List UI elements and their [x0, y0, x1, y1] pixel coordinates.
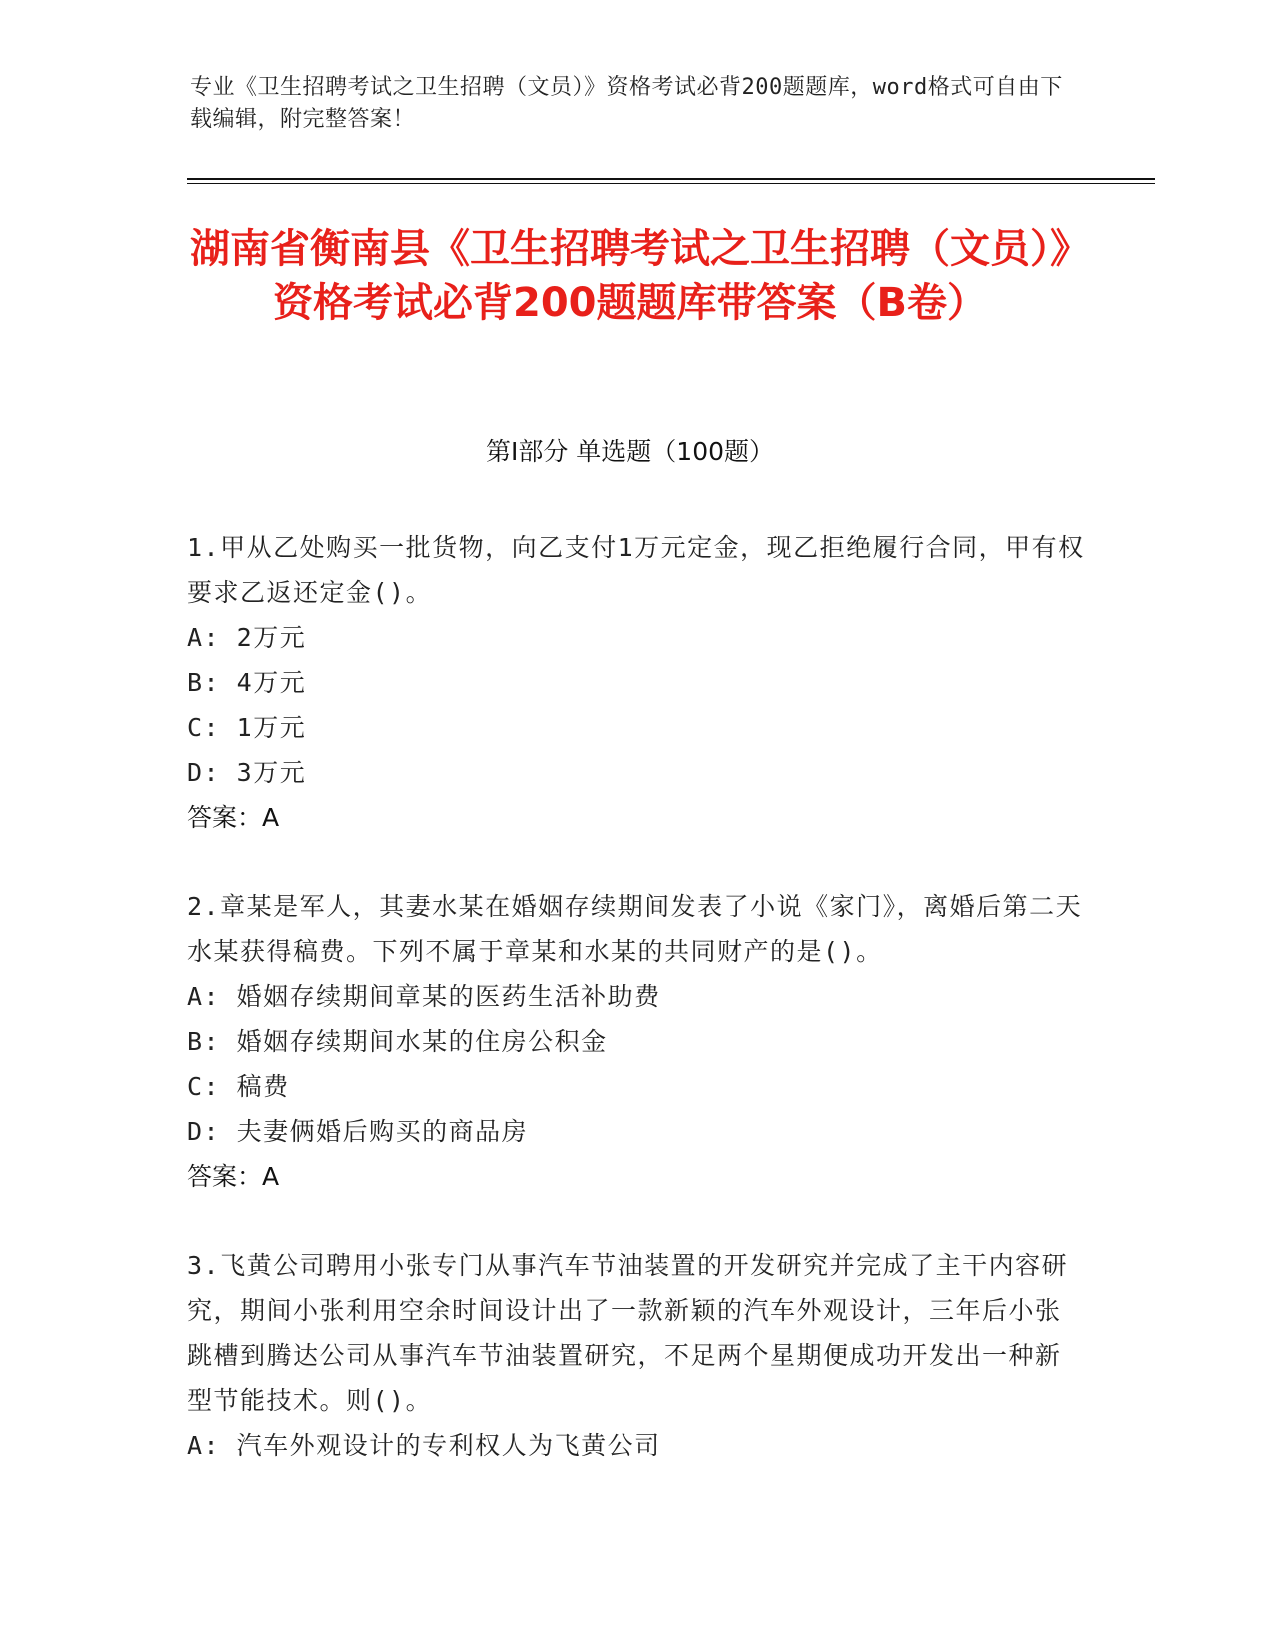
header-note: 专业《卫生招聘考试之卫生招聘（文员）》资格考试必背200题题库，word格式可自由下载编辑，附完整答案！	[190, 75, 1063, 132]
option-a: A: 2万元	[187, 623, 307, 652]
header-rule-thick	[187, 178, 1155, 180]
question-stem: 2.章某是军人，其妻水某在婚姻存续期间发表了小说《家门》，离婚后第二天水某获得稿费。下列不属于章某和水某的共同财产的是()。	[187, 892, 1083, 966]
option-b: B: 4万元	[187, 668, 307, 697]
question-3	[187, 1243, 1087, 1468]
option-a: A: 汽车外观设计的专利权人为飞黄公司	[187, 1431, 661, 1460]
option-d: D: 3万元	[187, 758, 307, 787]
question-stem: 3.飞黄公司聘用小张专门从事汽车节油装置的开发研究并完成了主干内容研究，期间小张利用空余时间设计出了一款新颖的汽车外观设计，三年后小张跳槽到腾达公司从事汽车节油装置研究，不足两个星期便成功开发出一种新型节能技术。则()。	[187, 1251, 1069, 1415]
question-1	[187, 525, 1087, 840]
option-b: B: 婚姻存续期间水某的住房公积金	[187, 1027, 608, 1056]
option-d: D: 夫妻俩婚后购买的商品房	[187, 1117, 529, 1146]
answer: 答案：A	[187, 803, 280, 832]
question-stem: 1.甲从乙处购买一批货物，向乙支付1万元定金，现乙拒绝履行合同，甲有权要求乙返还定金()。	[187, 533, 1085, 607]
document-title: 湖南省衡南县《卫生招聘考试之卫生招聘（文员）》资格考试必背200题题库带答案（B卷）	[190, 226, 1070, 326]
header-rule-thin	[187, 183, 1155, 184]
question-list	[187, 525, 1087, 1512]
question-2	[187, 884, 1087, 1199]
option-c: C: 稿费	[187, 1072, 290, 1101]
option-c: C: 1万元	[187, 713, 307, 742]
option-a: A: 婚姻存续期间章某的医药生活补助费	[187, 982, 661, 1011]
section-title: 第I部分 单选题（100题）	[485, 437, 775, 466]
answer: 答案：A	[187, 1162, 280, 1191]
